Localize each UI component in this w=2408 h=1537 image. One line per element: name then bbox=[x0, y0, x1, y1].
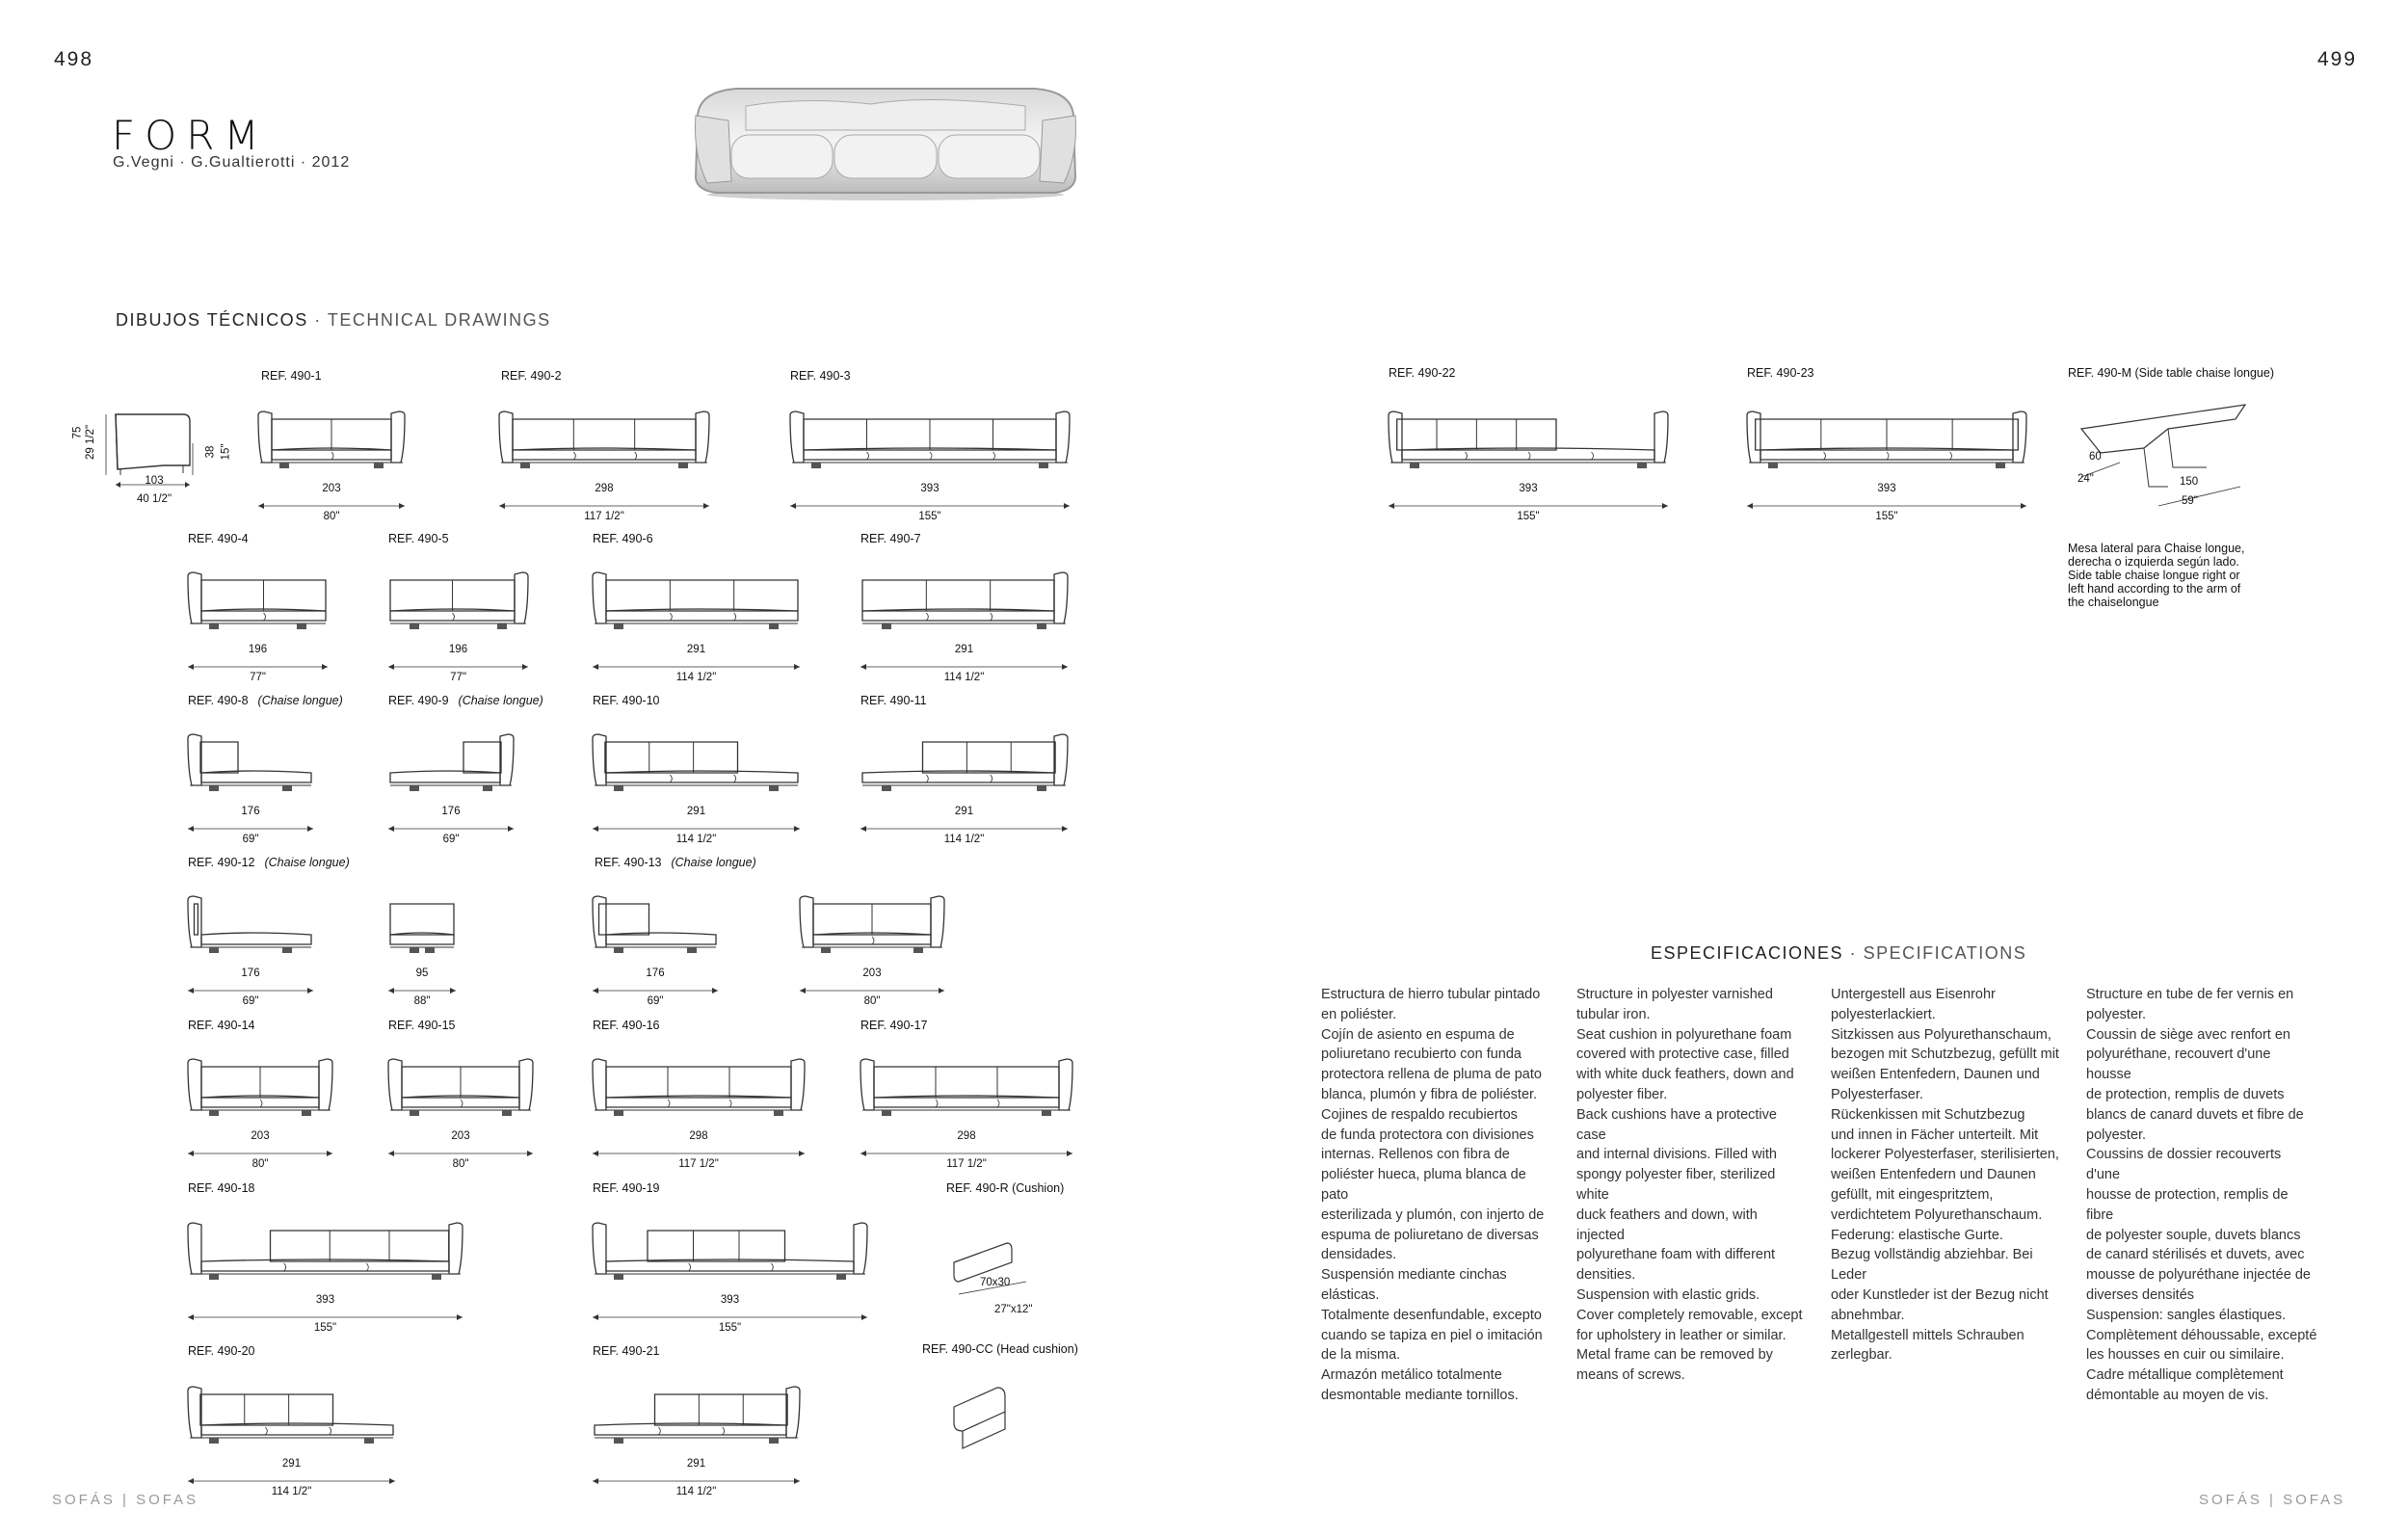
spec-line: bezogen mit Schutzbezug, gefüllt mit bbox=[1831, 1047, 2059, 1063]
dim-inches: 69" bbox=[647, 995, 664, 1007]
spec-line: and internal divisions. Filled with bbox=[1576, 1147, 1777, 1163]
ref-label bbox=[593, 1019, 659, 1032]
spec-line: protectora rellena de pluma de pato bbox=[1321, 1067, 1542, 1083]
dim-cm: 203 bbox=[322, 483, 341, 494]
ref-code: REF. 490-19 bbox=[593, 1181, 660, 1195]
dim-inches: 155" bbox=[1875, 511, 1898, 522]
spec-line: diverses densités bbox=[2086, 1286, 2195, 1303]
dim-cm: 196 bbox=[248, 644, 268, 655]
dim-cm: 176 bbox=[441, 806, 461, 817]
ref-code: REF. 490-4 bbox=[188, 532, 249, 545]
head-cushion-drawing bbox=[949, 1383, 1026, 1460]
spec-line: Complètement déhoussable, excepté bbox=[2086, 1327, 2317, 1343]
ref-code: REF. 490-21 bbox=[593, 1344, 660, 1358]
dim-m-width-in: 59" bbox=[2182, 495, 2198, 507]
dim-cm: 291 bbox=[686, 1458, 706, 1470]
ref-code: REF. 490-1 bbox=[261, 369, 322, 383]
ref-490-M: REF. 490-M (Side table chaise longue) bbox=[2068, 366, 2275, 380]
sofa-drawing bbox=[593, 732, 800, 805]
ref-label bbox=[860, 532, 921, 545]
ref-code: REF. 490-18 bbox=[188, 1181, 255, 1195]
dim-inches: 77" bbox=[250, 672, 266, 683]
ref-code: REF. 490-2 bbox=[501, 369, 562, 383]
sofa-drawing bbox=[1747, 410, 2026, 482]
spec-line: Suspension with elastic grids. bbox=[1576, 1286, 1760, 1303]
sofa-drawing bbox=[388, 732, 514, 805]
dim-height-cm: 75 bbox=[71, 426, 84, 439]
sofa-drawing bbox=[188, 1221, 463, 1293]
spec-line: Coussins de dossier recouverts d'une bbox=[2086, 1147, 2282, 1183]
footer-left: SOFÁS | SOFAS bbox=[52, 1492, 199, 1508]
spec-line: internas. Rellenos con fibra de bbox=[1321, 1147, 1510, 1163]
sofa-drawing bbox=[188, 894, 313, 967]
ref-note: (Chaise longue) bbox=[458, 694, 543, 707]
page-number-left: 498 bbox=[54, 48, 94, 70]
ref-code: REF. 490-15 bbox=[388, 1019, 456, 1032]
dim-cm: 291 bbox=[686, 644, 706, 655]
spec-line: Totalmente desenfundable, excepto bbox=[1321, 1307, 1542, 1323]
spec-line: covered with protective case, filled bbox=[1576, 1047, 1789, 1063]
footer-right: SOFÁS | SOFAS bbox=[2199, 1492, 2346, 1508]
dim-inches: 69" bbox=[242, 834, 259, 845]
ref-label bbox=[388, 532, 449, 545]
sofa-drawing bbox=[258, 410, 405, 482]
spec-line: spongy polyester fiber, sterilized white bbox=[1576, 1167, 1776, 1203]
dim-inches: 155" bbox=[313, 1322, 337, 1334]
ref-label bbox=[860, 1019, 927, 1032]
ref-490-R: REF. 490-R (Cushion) bbox=[946, 1181, 1065, 1195]
spec-line: und innen in Fächer unterteilt. Mit bbox=[1831, 1126, 2039, 1143]
dim-inches: 114 1/2" bbox=[675, 672, 717, 683]
dim-inches: 114 1/2" bbox=[675, 834, 717, 845]
dim-cm: 176 bbox=[646, 967, 665, 979]
spec-column-es bbox=[1321, 985, 1552, 1406]
spec-line: de polyester souple, duvets blancs bbox=[2086, 1227, 2301, 1243]
ref-label bbox=[593, 1344, 659, 1358]
sofa-drawing bbox=[188, 1385, 395, 1457]
spec-line: polyester. bbox=[2086, 1126, 2147, 1143]
ref-code: REF. 490-9 bbox=[388, 694, 449, 707]
spec-line: mousse de polyuréthane injectée de bbox=[2086, 1267, 2311, 1284]
spec-line: Cadre métallique complètement bbox=[2086, 1367, 2284, 1384]
spec-line: polyurethane foam with different bbox=[1576, 1247, 1776, 1263]
spec-line: densidades. bbox=[1321, 1247, 1397, 1263]
page-number-right: 499 bbox=[2317, 48, 2358, 70]
ref-label bbox=[593, 532, 653, 545]
spec-line: polyester. bbox=[2086, 1006, 2147, 1022]
spec-line: de canard stérilisés et duvets, avec bbox=[2086, 1247, 2305, 1263]
dim-inches: 69" bbox=[442, 834, 460, 845]
ref-label bbox=[188, 532, 249, 545]
note-line: Mesa lateral para Chaise longue, bbox=[2068, 542, 2245, 555]
spec-line: de funda protectora con divisiones bbox=[1321, 1126, 1534, 1143]
ref-label bbox=[188, 1019, 254, 1032]
dim-cm: 203 bbox=[451, 1130, 470, 1142]
sofa-drawing bbox=[593, 894, 718, 967]
dim-cm: 291 bbox=[281, 1458, 302, 1470]
dim-m-width-cm: 150 bbox=[2180, 476, 2199, 488]
spec-line: weißen Entenfedern und Daunen bbox=[1831, 1167, 2036, 1183]
sofa-drawing bbox=[860, 732, 1068, 805]
dim-inches: 80" bbox=[323, 511, 340, 522]
ref-code: REF. 490-13 bbox=[595, 856, 662, 869]
spec-line: Coussin de siège avec renfort en bbox=[2086, 1026, 2290, 1043]
dim-inches: 155" bbox=[1517, 511, 1540, 522]
spec-line: Back cushions have a protective case bbox=[1576, 1106, 1777, 1143]
spec-line: Polyesterfaser. bbox=[1831, 1086, 1923, 1102]
spec-line: polyesterlackiert. bbox=[1831, 1006, 1936, 1022]
spec-line: for upholstery in leather or similar. bbox=[1576, 1327, 1786, 1343]
spec-column-en bbox=[1576, 985, 1808, 1386]
dim-height-in: 29 1/2" bbox=[85, 424, 97, 461]
designers: G.Vegni · G.Gualtierotti · 2012 bbox=[113, 154, 351, 171]
dim-cm: 291 bbox=[954, 806, 974, 817]
ref-code: REF. 490-22 bbox=[1389, 366, 1456, 380]
dim-inches: 117 1/2" bbox=[584, 511, 624, 522]
sofa-drawing bbox=[188, 732, 313, 805]
dim-inches: 114 1/2" bbox=[943, 672, 985, 683]
ref-note: (Chaise longue) bbox=[264, 856, 350, 869]
spec-line: Cojín de asiento en espuma de bbox=[1321, 1026, 1515, 1043]
spec-line: les housses en cuir ou similaire. bbox=[2086, 1347, 2285, 1364]
dim-m-depth-cm: 60 bbox=[2089, 451, 2102, 463]
spec-line: densities. bbox=[1576, 1267, 1636, 1284]
sofa-drawing bbox=[860, 570, 1068, 643]
ref-label bbox=[1747, 366, 1813, 380]
dim-cm: 203 bbox=[862, 967, 882, 979]
ref-label bbox=[790, 369, 851, 383]
spec-line: Cojines de respaldo recubiertos bbox=[1321, 1106, 1518, 1123]
ref-code: REF. 490-6 bbox=[593, 532, 653, 545]
spec-line: espuma de poliuretano de diversas bbox=[1321, 1227, 1539, 1243]
spec-line: Suspension: sangles élastiques. bbox=[2086, 1307, 2287, 1323]
ref-code: REF. 490-17 bbox=[860, 1019, 928, 1032]
spec-line: Federung: elastische Gurte. bbox=[1831, 1227, 2003, 1243]
spec-line: desmontable mediante tornillos. bbox=[1321, 1387, 1519, 1403]
spec-line: with white duck feathers, down and bbox=[1576, 1067, 1794, 1083]
specifications-heading: ESPECIFICACIONES · SPECIFICATIONS bbox=[1651, 943, 2027, 963]
spec-line: démontable au moyen de vis. bbox=[2086, 1387, 2269, 1403]
dim-inches: 80" bbox=[452, 1158, 469, 1170]
dim-depth-cm: 103 bbox=[145, 475, 164, 487]
spec-line: blanca, plumón y fibra de poliéster. bbox=[1321, 1086, 1538, 1102]
technical-drawings-heading: DIBUJOS TÉCNICOS · TECHNICAL DRAWINGS bbox=[116, 310, 551, 330]
dim-cushion-cm: 70x30 bbox=[980, 1277, 1011, 1288]
spec-line: gefüllt, mit eingespritztem, bbox=[1831, 1186, 1994, 1203]
ref-label bbox=[388, 694, 543, 707]
ref-code: REF. 490-10 bbox=[593, 694, 660, 707]
ref-490-CC: REF. 490-CC (Head cushion) bbox=[922, 1342, 1078, 1356]
ref-code: REF. 490-12 bbox=[188, 856, 255, 869]
spec-line: housse de protection, remplis de fibre bbox=[2086, 1186, 2289, 1223]
dim-cm: 176 bbox=[241, 967, 260, 979]
sofa-drawing bbox=[188, 1057, 332, 1129]
ref-code: REF. 490-7 bbox=[860, 532, 921, 545]
sofa-drawing bbox=[593, 570, 800, 643]
ref-code: REF. 490-5 bbox=[388, 532, 449, 545]
spec-line: means of screws. bbox=[1576, 1367, 1685, 1384]
spec-line: de protection, remplis de duvets bbox=[2086, 1086, 2285, 1102]
ref-label bbox=[593, 694, 659, 707]
dim-cm: 298 bbox=[957, 1130, 976, 1142]
ref-label bbox=[188, 694, 343, 707]
spec-line: polyester fiber. bbox=[1576, 1086, 1668, 1102]
dim-inches: 80" bbox=[863, 995, 881, 1007]
spec-line: Metal frame can be removed by bbox=[1576, 1347, 1773, 1364]
spec-line: esterilizada y plumón, con injerto de bbox=[1321, 1206, 1545, 1223]
note-line: left hand according to the arm of bbox=[2068, 582, 2241, 596]
spec-line: Rückenkissen mit Schutzbezug bbox=[1831, 1106, 2025, 1123]
dim-cm: 393 bbox=[920, 483, 939, 494]
note-line: the chaiselongue bbox=[2068, 596, 2159, 609]
dim-inches: 88" bbox=[413, 995, 431, 1007]
spec-line: blancs de canard duvets et fibre de bbox=[2086, 1106, 2304, 1123]
dim-inches: 117 1/2" bbox=[946, 1158, 987, 1170]
ref-note: (Chaise longue) bbox=[671, 856, 756, 869]
ref-label bbox=[860, 694, 927, 707]
spec-line: de la misma. bbox=[1321, 1347, 1401, 1364]
ref-code: REF. 490-14 bbox=[188, 1019, 255, 1032]
dim-cm: 393 bbox=[1519, 483, 1538, 494]
sofa-drawing bbox=[188, 570, 328, 643]
spec-line: oder Kunstleder ist der Bezug nicht bbox=[1831, 1286, 2049, 1303]
ref-code: REF. 490-23 bbox=[1747, 366, 1814, 380]
spec-line: abnehmbar. bbox=[1831, 1307, 1905, 1323]
dim-cm: 176 bbox=[241, 806, 260, 817]
spec-line: Metallgestell mittels Schrauben bbox=[1831, 1327, 2024, 1343]
sofa-drawing bbox=[388, 894, 456, 967]
spec-line: poliuretano recubierto con funda bbox=[1321, 1047, 1522, 1063]
spec-line: en poliéster. bbox=[1321, 1006, 1397, 1022]
ref-label bbox=[501, 369, 562, 383]
spec-line: lockerer Polyesterfaser, sterilisierten, bbox=[1831, 1147, 2059, 1163]
dim-inches: 155" bbox=[718, 1322, 742, 1334]
dim-seat-cm: 38 bbox=[204, 445, 217, 459]
specs-heading-es: ESPECIFICACIONES bbox=[1651, 943, 1844, 963]
ref-note: (Chaise longue) bbox=[257, 694, 343, 707]
spec-line: Structure in polyester varnished bbox=[1576, 987, 1773, 1002]
spec-line: cuando se tapiza en piel o imitación bbox=[1321, 1327, 1543, 1343]
ref-code: REF. 490-20 bbox=[188, 1344, 255, 1358]
spec-line: duck feathers and down, with injected bbox=[1576, 1206, 1758, 1243]
note-line: Side table chaise longue right or bbox=[2068, 569, 2240, 582]
dim-m-depth-in: 24" bbox=[2077, 473, 2094, 485]
dim-inches: 69" bbox=[242, 995, 259, 1007]
sofa-drawing bbox=[860, 1057, 1072, 1129]
spec-line: tubular iron. bbox=[1576, 1006, 1651, 1022]
sofa-drawing bbox=[800, 894, 944, 967]
dim-cm: 298 bbox=[689, 1130, 708, 1142]
dim-cm: 393 bbox=[1877, 483, 1896, 494]
spec-column-de bbox=[1831, 985, 2062, 1365]
ref-label bbox=[593, 1181, 659, 1195]
ref-label bbox=[595, 856, 756, 869]
dim-cm: 203 bbox=[251, 1130, 270, 1142]
dim-cushion-in: 27"x12" bbox=[994, 1304, 1033, 1315]
side-table-note bbox=[2068, 542, 2244, 609]
dim-inches: 117 1/2" bbox=[678, 1158, 719, 1170]
spec-line: Estructura de hierro tubular pintado bbox=[1321, 987, 1541, 1002]
sofa-drawing bbox=[388, 570, 528, 643]
spec-line: Bezug vollständig abziehbar. Bei Leder bbox=[1831, 1247, 2033, 1284]
ref-code: REF. 490-8 bbox=[188, 694, 249, 707]
spec-line: Seat cushion in polyurethane foam bbox=[1576, 1026, 1792, 1043]
dim-cm: 95 bbox=[415, 967, 429, 979]
ref-code: REF. 490-3 bbox=[790, 369, 851, 383]
spec-line: Suspensión mediante cinchas elásticas. bbox=[1321, 1267, 1507, 1303]
specs-heading-en: SPECIFICATIONS bbox=[1863, 943, 2027, 963]
sofa-drawing bbox=[499, 410, 709, 482]
dim-depth-in: 40 1/2" bbox=[136, 493, 172, 505]
sofa-drawing bbox=[593, 1057, 805, 1129]
spec-line: Armazón metálico totalmente bbox=[1321, 1367, 1502, 1384]
ref-code: REF. 490-11 bbox=[860, 694, 927, 707]
spec-line: Structure en tube de fer vernis en bbox=[2086, 987, 2294, 1002]
ref-label bbox=[388, 1019, 455, 1032]
dim-inches: 114 1/2" bbox=[271, 1486, 312, 1497]
dim-inches: 114 1/2" bbox=[943, 834, 985, 845]
spec-line: Cover completely removable, except bbox=[1576, 1307, 1803, 1323]
ref-label bbox=[188, 856, 350, 869]
sofa-drawing bbox=[1389, 410, 1668, 482]
ref-label bbox=[188, 1181, 254, 1195]
spec-line: poliéster hueca, pluma blanca de pato bbox=[1321, 1167, 1526, 1203]
sofa-drawing bbox=[790, 410, 1070, 482]
dim-cm: 393 bbox=[315, 1294, 335, 1306]
spec-line: Untergestell aus Eisenrohr bbox=[1831, 987, 1996, 1002]
dim-cm: 291 bbox=[954, 644, 974, 655]
dim-cm: 196 bbox=[448, 644, 468, 655]
heading-es: DIBUJOS TÉCNICOS bbox=[116, 310, 308, 330]
dim-inches: 80" bbox=[251, 1158, 269, 1170]
spec-line: verdichtetem Polyurethanschaum. bbox=[1831, 1206, 2043, 1223]
spec-line: Sitzkissen aus Polyurethanschaum, bbox=[1831, 1026, 2051, 1043]
sofa-drawing bbox=[593, 1221, 867, 1293]
dim-cm: 291 bbox=[686, 806, 706, 817]
note-line: derecha o izquierda según lado. bbox=[2068, 555, 2239, 569]
spec-line: polyuréthane, recouvert d'une housse bbox=[2086, 1047, 2271, 1083]
dim-seat-in: 15" bbox=[220, 443, 232, 461]
dim-inches: 155" bbox=[918, 511, 941, 522]
ref-label bbox=[1389, 366, 1455, 380]
dim-cm: 298 bbox=[595, 483, 614, 494]
ref-code: REF. 490-16 bbox=[593, 1019, 660, 1032]
dim-cm: 393 bbox=[720, 1294, 740, 1306]
ref-label bbox=[188, 1344, 254, 1358]
product-title: FORM bbox=[112, 112, 269, 159]
sofa-photo bbox=[688, 77, 1083, 202]
dim-inches: 114 1/2" bbox=[675, 1486, 717, 1497]
sofa-drawing bbox=[388, 1057, 533, 1129]
sofa-drawing bbox=[593, 1385, 800, 1457]
spec-line: weißen Entenfedern, Daunen und bbox=[1831, 1067, 2040, 1083]
spec-column-fr bbox=[2086, 985, 2317, 1406]
spec-line: zerlegbar. bbox=[1831, 1347, 1892, 1364]
dim-inches: 77" bbox=[450, 672, 466, 683]
heading-en: TECHNICAL DRAWINGS bbox=[327, 310, 551, 330]
ref-label bbox=[261, 369, 322, 383]
